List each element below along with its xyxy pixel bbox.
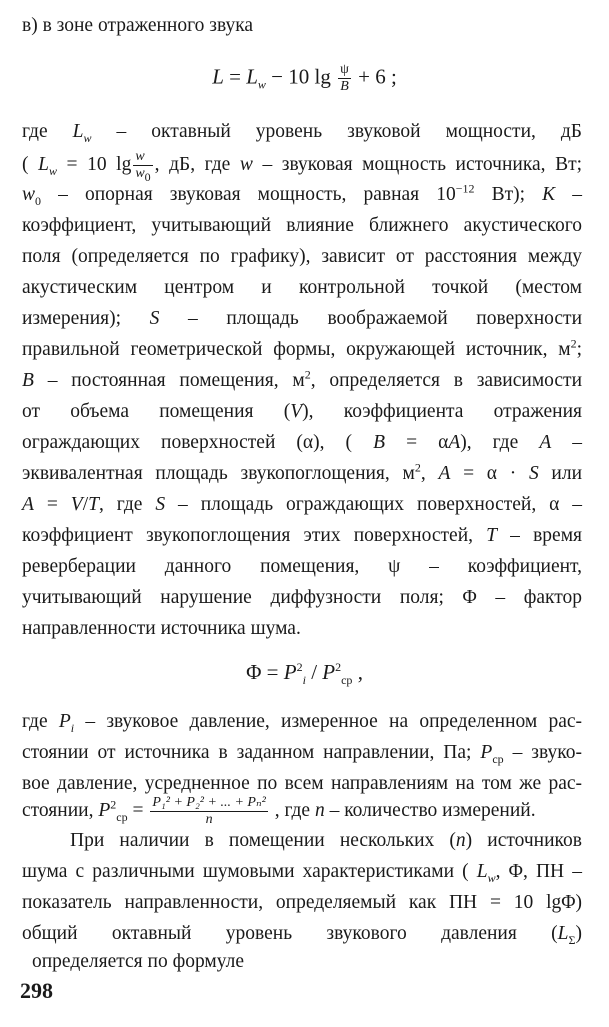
- paragraph-line: учитывающий нарушение диффузности поля; Φ – фактор: [22, 587, 582, 608]
- paragraph-line: ( $L_w = 10$ lg $\frac{w}{w_0}$ , дБ, где w – звуковая мощность источника, Вт;: [22, 149, 583, 184]
- paragraph-line: направленности источника шума.: [22, 618, 301, 639]
- paragraph-line: эквивалентная площадь звукопоглощения, $м^2$, A = α · S или: [22, 460, 583, 484]
- paragraph-line: показатель направленности, определяемый как ПН = 10 lgΦ): [22, 892, 582, 913]
- paragraph-line: реверберации данного помещения, ψ – коэффициент,: [22, 556, 582, 577]
- paragraph-line: где $P_i$ – звуковое давление, измеренное на определенном рас-: [22, 711, 583, 735]
- page-number: 298: [20, 978, 53, 1003]
- paragraph-line: стоянии, $P^2_{ср}$ = $\frac{\text{P₁² + P₂² + ... + Pₙ²}}{n}$ , где n – количество измерений.: [22, 795, 536, 827]
- paragraph-line: где $L_w$ – октавный уровень звуковой мощности, дБ: [22, 121, 582, 145]
- paragraph-line: коэффициент звукопоглощения этих поверхностей, T – время: [22, 525, 582, 546]
- paragraph-line: При наличии в помещении нескольких (n) источников: [70, 830, 582, 851]
- paragraph-line: измерения); S – площадь воображаемой поверхности: [22, 308, 583, 329]
- paragraph-line: стоянии от источника в заданном направлении, Па; $P_{ср}$ – звуко-: [22, 742, 583, 766]
- paragraph-line: A = V/T, где S – площадь ограждающих поверхностей, α –: [22, 494, 583, 515]
- section-heading: в) в зоне отраженного звука: [22, 15, 254, 36]
- paragraph-line: определяется по формуле: [32, 951, 245, 972]
- formula-sound-level: $L = L_w - 10$ lg $\frac{\psi}{B}$ + 6 ;: [212, 62, 397, 94]
- paragraph-line: от объема помещения (V), коэффициента отражения: [22, 401, 582, 422]
- paragraph-line: вое давление, усредненное по всем направлениям на том же рас-: [22, 773, 582, 794]
- paragraph-line: B – постоянная помещения, $м^2$, определяется в зависимости: [22, 367, 583, 391]
- paragraph-line: акустическим центром и контрольной точкой (местом: [22, 277, 582, 298]
- paragraph-line: коэффициент, учитывающий влияние ближнего акустического: [22, 215, 582, 236]
- paragraph-line: поля (определяется по графику), зависит от расстояния между: [22, 246, 582, 267]
- paragraph-line: ограждающих поверхностей (α), ( B = αA), где A –: [22, 432, 583, 453]
- paragraph-line: $w_0$ – опорная звуковая мощность, равная $10^{-12}$ Вт); K –: [22, 181, 583, 208]
- paragraph-line: шума с различными шумовыми характеристиками ( $L_w$, Φ, ПН –: [22, 861, 583, 885]
- paragraph-line: общий октавный уровень звукового давления $(L_\Sigma)$: [22, 923, 582, 947]
- paragraph-line: правильной геометрической формы, окружающей источник, $м^2$;: [22, 336, 582, 360]
- formula-directivity-factor: $\Phi = P^2_i / P^2_{ср}$ ,: [246, 660, 363, 688]
